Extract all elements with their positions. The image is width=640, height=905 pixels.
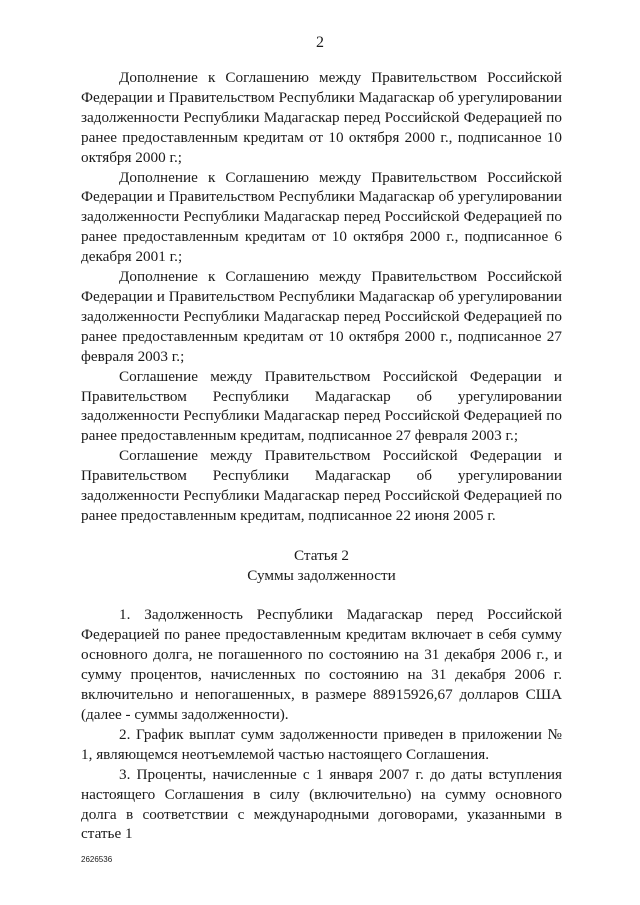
paragraph-agreement-2005: Соглашение между Правительством Российской Федерации и Правительством Республики Мадагаскар об урегулировании задолженности Республики Мадагаскар перед Российской Федерацией по ранее предоставленным кредитам, подписанное 22 июня 2005 г. [81,447,562,524]
document-body [81,68,562,844]
paragraph-debt-amount: 1. Задолженность Республики Мадагаскар перед Российской Федерацией по ранее предоставленным кредитам включает в себя сумму основного долга, не погашенного по состоянию на 31 декабря 2006 г., и сумму процентов, начисленных по состоянию на 31 декабря 2006 г. включительно и непогашенных, в размере 88915926,67 долларов США (далее - суммы задолженности). [81,606,562,723]
article-title: Суммы задолженности [247,566,396,584]
paragraph-accrued-interest: 3. Проценты, начисленные с 1 января 2007 г. до даты вступления настоящего Соглашения в силу (включительно) на сумму основного долга в соответствии с международными договорами, указанными в статье 1 [81,765,562,843]
paragraph-payment-schedule: 2. График выплат сумм задолженности приведен в приложении № 1, являющемся неотъемлемой частью настоящего Соглашения. [81,725,562,763]
paragraph-agreement-addendum-2000: Дополнение к Соглашению между Правительством Российской Федерации и Правительством Республики Мадагаскар об урегулировании задолженности Республики Мадагаскар перед Российской Федерацией по ранее предоставленным кредитам от 10 октября 2000 г., подписанное 10 октября 2000 г.; [81,69,562,166]
document-code: 2626536 [81,855,113,864]
paragraph-agreement-addendum-2003: Дополнение к Соглашению между Правительством Российской Федерации и Правительством Республики Мадагаскар об урегулировании задолженности Республики Мадагаскар перед Российской Федерацией по ранее предоставленным кредитам от 10 октября 2000 г., подписанное 27 февраля 2003 г.; [81,268,562,365]
page-number: 2 [316,34,324,51]
article-heading: Статья 2 [293,546,350,564]
paragraph-agreement-2003: Соглашение между Правительством Российской Федерации и Правительством Республики Мадагаскар об урегулировании задолженности Республики Мадагаскар перед Российской Федерацией по ранее предоставленным кредитам, подписанное 27 февраля 2003 г.; [81,367,562,445]
paragraph-agreement-addendum-2001: Дополнение к Соглашению между Правительством Российской Федерации и Правительством Республики Мадагаскар об урегулировании задолженности Республики Мадагаскар перед Российской Федерацией по ранее предоставленным кредитам от 10 октября 2000 г., подписанное 6 декабря 2001 г.; [81,168,562,266]
